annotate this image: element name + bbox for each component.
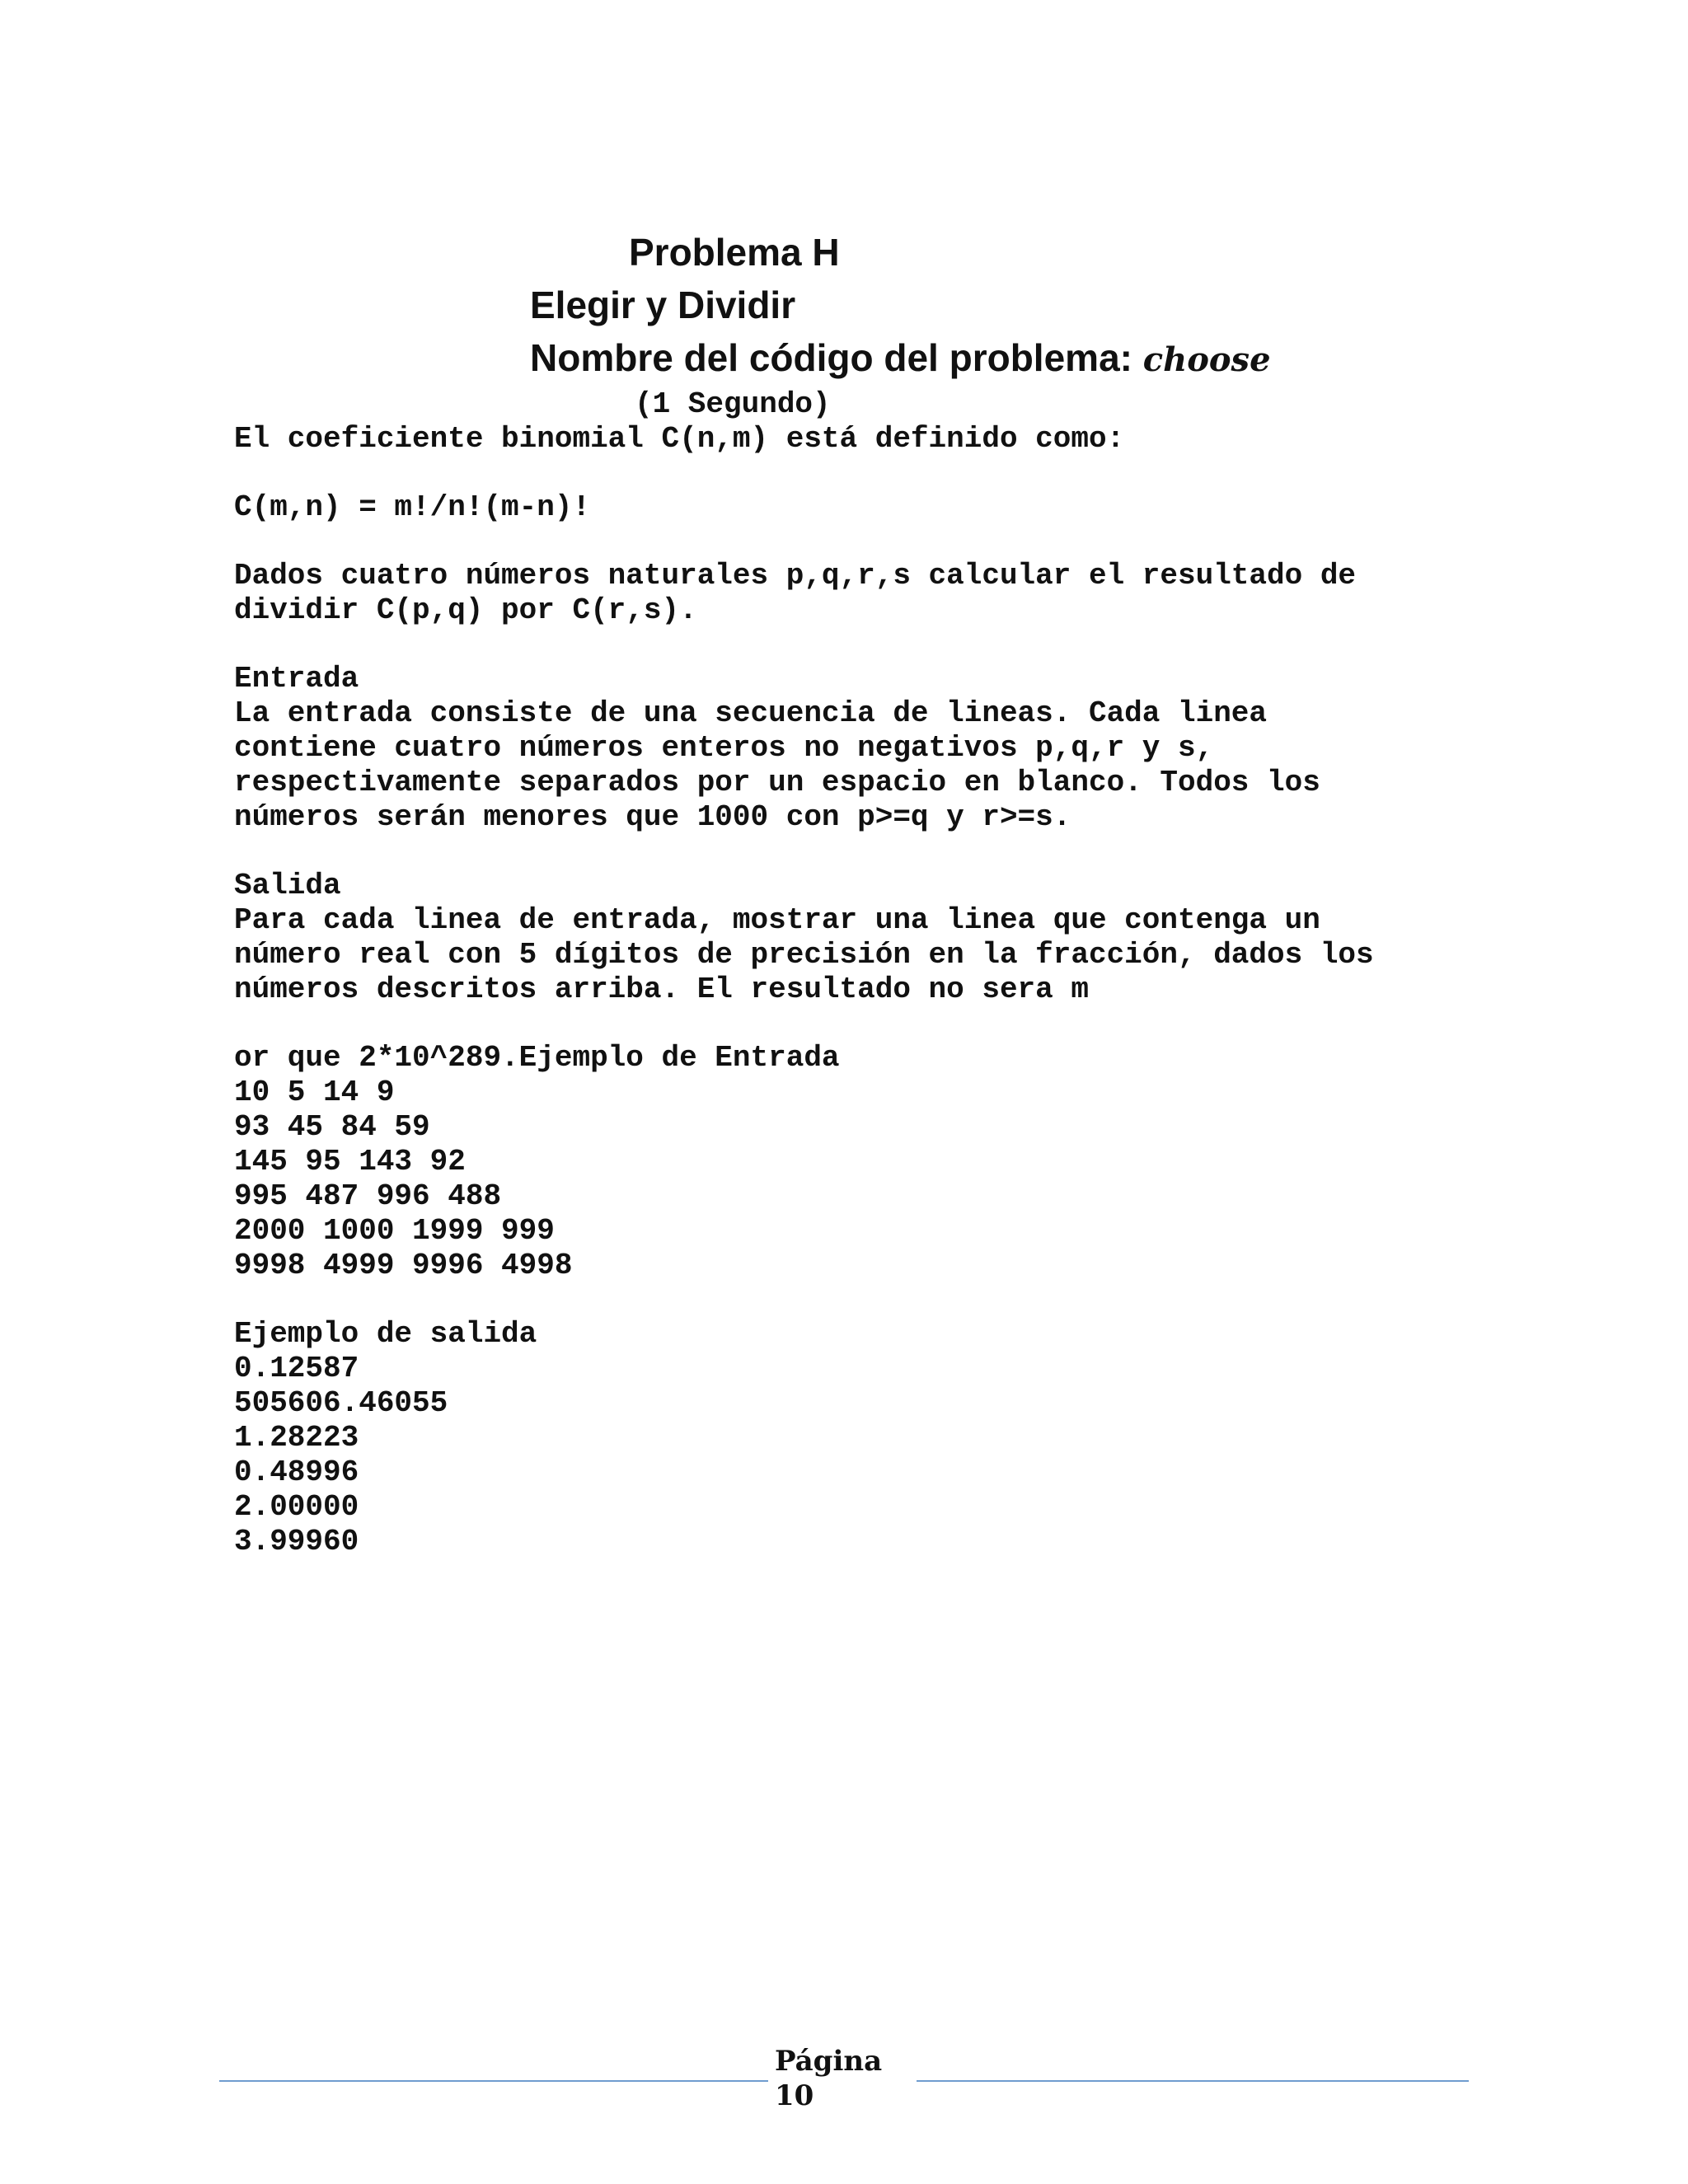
input-description-line: La entrada consiste de una secuencia de lineas. Cada linea xyxy=(234,696,1268,730)
problem-title: Elegir y Dividir xyxy=(530,284,796,326)
page-label: Página xyxy=(775,2045,883,2078)
sample-input-line: 145 95 143 92 xyxy=(234,1145,466,1179)
sample-input-line: 93 45 84 59 xyxy=(234,1110,430,1144)
sample-input-line: 9998 4999 9996 4998 xyxy=(234,1249,573,1282)
input-heading: Entrada xyxy=(234,662,359,696)
definition-line: El coeficiente binomial C(n,m) está definido como: xyxy=(234,422,1125,456)
output-continuation-line: or que 2*10^289.Ejemplo de Entrada xyxy=(234,1041,840,1075)
sample-output-line: 505606.46055 xyxy=(234,1386,448,1420)
output-description-line: número real con 5 dígitos de precisión en la fracción, dados los xyxy=(234,938,1374,972)
task-line-2: dividir C(p,q) por C(r,s). xyxy=(234,593,697,627)
sample-output-line: 0.48996 xyxy=(234,1455,359,1489)
page-number: 10 xyxy=(775,2079,814,2112)
sample-input-line: 10 5 14 9 xyxy=(234,1076,395,1109)
sample-input-line: 2000 1000 1999 999 xyxy=(234,1214,555,1248)
input-description-line: respectivamente separados por un espacio en blanco. Todos los xyxy=(234,766,1320,799)
output-description-line: números descritos arriba. El resultado no sera m xyxy=(234,972,1089,1006)
sample-output-heading: Ejemplo de salida xyxy=(234,1317,537,1351)
code-name: choose xyxy=(1142,340,1271,379)
input-description-line: contiene cuatro números enteros no negativos p,q,r y s, xyxy=(234,731,1214,765)
footer-rule-right xyxy=(917,2080,1469,2082)
formula: C(m,n) = m!/n!(m-n)! xyxy=(234,490,591,524)
time-limit: (1 Segundo) xyxy=(635,387,831,421)
problem-label: Problema H xyxy=(629,231,840,274)
input-description-line: números serán menores que 1000 con p>=q y r>=s. xyxy=(234,800,1071,834)
output-heading: Salida xyxy=(234,869,341,902)
sample-input-line: 995 487 996 488 xyxy=(234,1179,502,1213)
footer-page-label xyxy=(775,2044,883,2113)
output-description-line: Para cada linea de entrada, mostrar una linea que contenga un xyxy=(234,903,1320,937)
code-name-label: Nombre del código del problema: xyxy=(530,336,1143,379)
sample-output-line: 0.12587 xyxy=(234,1352,359,1385)
sample-output-line: 1.28223 xyxy=(234,1421,359,1455)
code-name-heading xyxy=(530,333,1271,385)
task-line-1: Dados cuatro números naturales p,q,r,s calcular el resultado de xyxy=(234,559,1357,593)
sample-output-line: 2.00000 xyxy=(234,1490,359,1524)
footer-rule-left xyxy=(219,2080,768,2082)
sample-output-line: 3.99960 xyxy=(234,1525,359,1558)
